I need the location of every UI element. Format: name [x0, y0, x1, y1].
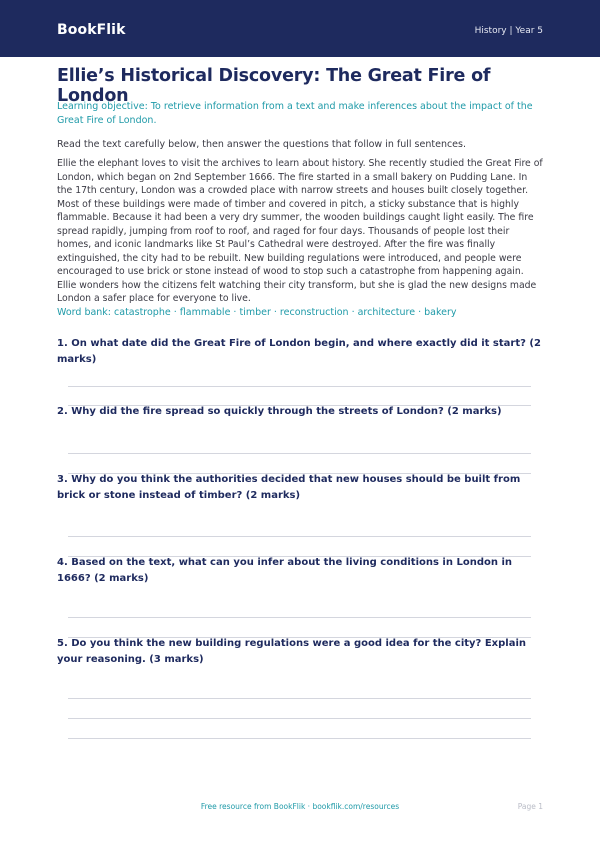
answer-line[interactable] [68, 738, 531, 739]
question-4: 4. Based on the text, what can you infer about the living conditions in London in 1666? (2 marks) [57, 557, 512, 584]
reading-passage: Ellie the elephant loves to visit the archives to learn about history. She recently studied the Great Fire of London, which began on 2nd September 1666. The fire started in a small bakery on Pudding Lane. In the 17th century, London was a crowded place with narrow streets and houses built closely together. Most of these buildings were made of timber and covered in pitch, a sticky substance that is highly flammable. Because it had been a very dry summer, the wooden buildings caught light easily. The fire spread rapidly, jumping from roof to roof, and raged for four days. Thousands of people lost their homes, and iconic landmarks like St Paul’s Cathedral were destroyed. After the fire was finally extinguished, the city had to be rebuilt. New building regulations were introduced, and people were encouraged to use brick or stone instead of wood to stop such a catastrophe from happening again. Ellie wonders how the citizens felt watching their city transform, but she is glad the new designs made London a safer place for everyone to live. [57, 158, 543, 304]
question-2: 2. Why did the fire spread so quickly through the streets of London? (2 marks) [57, 406, 502, 417]
subject-year-label: History | Year 5 [474, 26, 543, 36]
worksheet-title: Ellie’s Historical Discovery: The Great Fire of London [57, 66, 491, 106]
question-1: 1. On what date did the Great Fire of London begin, and where exactly did it start? (2 marks) [57, 338, 541, 365]
answer-line[interactable] [68, 617, 531, 618]
page-number: Page 1 [517, 802, 543, 811]
instructions: Read the text carefully below, then answer the questions that follow in full sentences. [57, 139, 467, 150]
answer-line[interactable] [68, 386, 531, 387]
word-bank: Word bank: catastrophe · flammable · timber · reconstruction · architecture · bakery [57, 307, 457, 318]
question-5: 5. Do you think the new building regulations were a good idea for the city? Explain your reasoning. (3 marks) [57, 638, 526, 665]
footer-resource-link[interactable]: Free resource from BookFlik · bookflik.com/resources [200, 802, 400, 811]
answer-line[interactable] [68, 453, 531, 454]
answer-line[interactable] [68, 718, 531, 719]
learning-objective: Learning objective: To retrieve information from a text and make inferences about the impact of the Great Fire of London. [57, 101, 533, 126]
answer-line[interactable] [68, 536, 531, 537]
question-3: 3. Why do you think the authorities decided that new houses should be built from brick or stone instead of timber? (2 marks) [57, 474, 521, 501]
page-header [0, 0, 600, 57]
brand-logo: BookFlik [57, 22, 126, 38]
answer-line[interactable] [68, 698, 531, 699]
